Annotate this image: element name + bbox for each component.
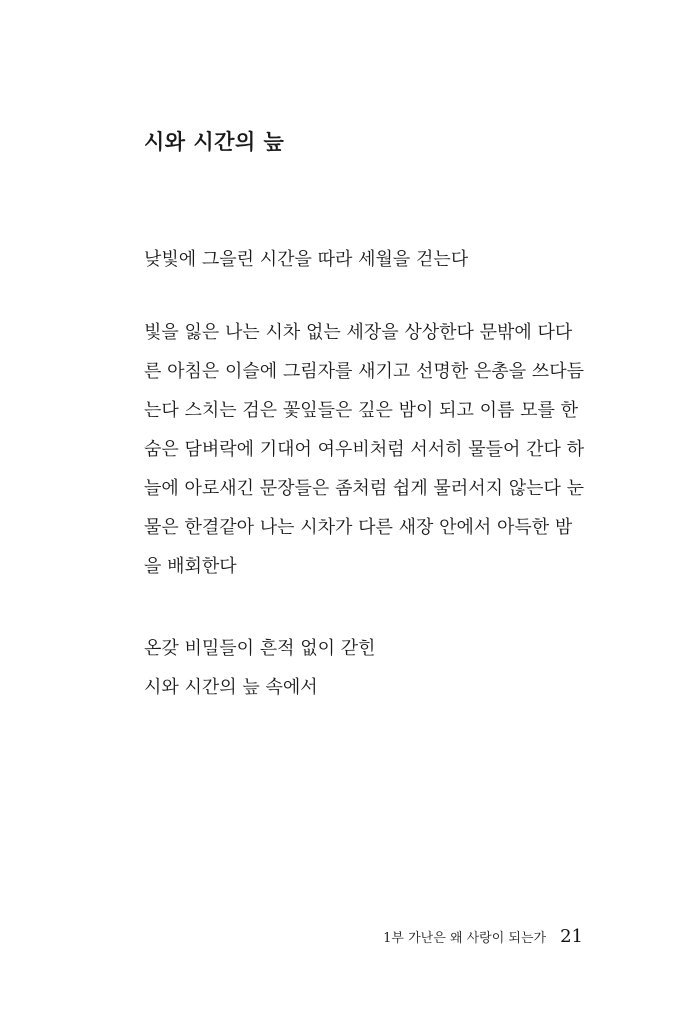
stanza-2 — [144, 313, 584, 586]
poem-line: 온갖 비밀들이 흔적 없이 갇힌 — [144, 638, 376, 659]
poem-line: 빛을 잃은 나는 시차 없는 세장을 상상한다 문밖에 다다 — [144, 322, 573, 343]
page-number: 21 — [560, 926, 583, 947]
running-head: 1부 가난은 왜 사랑이 되는가 — [383, 931, 547, 946]
poem-line: 시와 시간의 늪 속에서 — [144, 677, 318, 698]
poem-line: 숨은 담벼락에 기대어 여우비처럼 서서히 물들어 간다 하 — [144, 439, 584, 460]
poem-line: 는다 스치는 검은 꽃잎들은 깊은 밤이 되고 이름 모를 한 — [144, 400, 579, 421]
stanza-1 — [144, 240, 584, 279]
poem-line: 늘에 아로새긴 문장들은 좀처럼 쉽게 물러서지 않는다 눈 — [144, 478, 584, 499]
page-footer — [383, 926, 583, 947]
stanza-3 — [144, 629, 584, 707]
poem-line: 낮빛에 그을린 시간을 따라 세월을 걷는다 — [144, 249, 469, 270]
poem-title: 시와 시간의 늪 — [144, 129, 285, 154]
poem-line: 물은 한결같아 나는 시차가 다른 새장 안에서 아득한 밤 — [144, 517, 573, 538]
poem-line: 른 아침은 이슬에 그림자를 새기고 선명한 은총을 쓰다듬 — [144, 361, 584, 382]
poem-line: 을 배회한다 — [144, 556, 237, 577]
